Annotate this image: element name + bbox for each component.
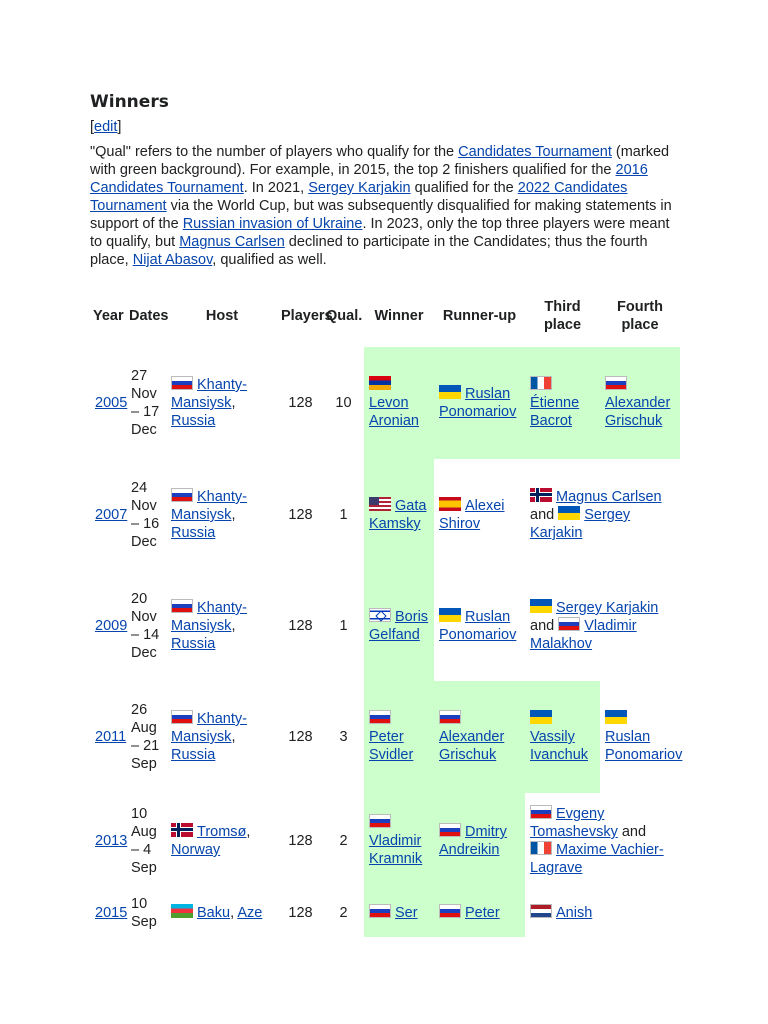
- dates-cell: 26 Aug – 21 Sep: [131, 702, 160, 772]
- qual-cell: 2: [339, 833, 348, 849]
- runner-up-cell: [434, 571, 525, 681]
- players-cell: 128: [288, 618, 313, 634]
- column-header: Third place: [543, 299, 582, 333]
- table-row: [90, 459, 680, 571]
- norway-flag-icon: [530, 488, 552, 502]
- year-link[interactable]: 2009: [95, 618, 128, 634]
- player-link[interactable]: Sergey Karjakin: [530, 507, 631, 541]
- players-cell: 128: [288, 833, 313, 849]
- player-link[interactable]: Alexander Grischuk: [439, 729, 505, 763]
- host-cell: [166, 571, 278, 681]
- russia-flag-icon: [369, 710, 391, 724]
- separator-text: ,: [231, 507, 236, 523]
- runner-up-cell: [434, 347, 525, 459]
- player-link[interactable]: Étienne Bacrot: [530, 395, 580, 429]
- intro-paragraph: [90, 143, 680, 269]
- player-link[interactable]: Vassily Ivanchuk: [530, 729, 589, 763]
- dates-cell: 24 Nov – 16 Dec: [131, 480, 160, 550]
- year-cell: [90, 889, 126, 937]
- host-cell: [166, 459, 278, 571]
- ukraine-flag-icon: [605, 710, 627, 724]
- host-cell: [166, 793, 278, 889]
- ukraine-flag-icon: [530, 710, 552, 724]
- players-cell: 128: [288, 729, 313, 745]
- host-city-link[interactable]: Khanty-Mansiysk: [171, 377, 247, 411]
- intro-link[interactable]: Sergey Karjakin: [308, 180, 411, 196]
- header-row: [90, 285, 680, 347]
- armenia-flag-icon: [369, 376, 391, 390]
- runner-up-cell: [434, 889, 525, 937]
- russia-flag-icon: [439, 823, 461, 837]
- player-link[interactable]: Ruslan Ponomariov: [605, 729, 683, 763]
- column-header: Fourth place: [617, 299, 663, 333]
- azerbaijan-flag-icon: [171, 904, 193, 918]
- player-link[interactable]: Vladimir Kramnik: [369, 833, 423, 867]
- player-link[interactable]: Peter Svidler: [369, 729, 414, 763]
- year-link[interactable]: 2007: [95, 507, 128, 523]
- host-country-link[interactable]: Norway: [171, 842, 221, 858]
- russia-flag-icon: [369, 814, 391, 828]
- france-flag-icon: [530, 376, 552, 390]
- players-cell: 128: [288, 395, 313, 411]
- ukraine-flag-icon: [439, 608, 461, 622]
- joiner-text: and: [530, 618, 559, 634]
- player-link[interactable]: Alexei Shirov: [439, 498, 505, 532]
- netherlands-flag-icon: [530, 904, 552, 918]
- edit-link[interactable]: edit: [94, 119, 118, 135]
- content: [90, 92, 683, 937]
- host-city-link[interactable]: Khanty-Mansiysk: [171, 600, 247, 634]
- third-place-cell: [525, 793, 680, 889]
- player-link[interactable]: Boris Gelfand: [369, 609, 429, 643]
- intro-text: declined to participate in the Candidates; thus the fourth place,: [90, 234, 648, 268]
- year-cell: [90, 571, 126, 681]
- intro-link[interactable]: Candidates Tournament: [458, 144, 612, 160]
- year-link[interactable]: 2011: [95, 729, 127, 745]
- runner-up-cell: [434, 793, 525, 889]
- intro-link[interactable]: 2016 Candidates Tournament: [90, 162, 648, 196]
- intro-text: qualified for the: [410, 180, 518, 196]
- russia-flag-icon: [605, 376, 627, 390]
- player-link[interactable]: Anish: [556, 905, 593, 921]
- player-link[interactable]: Ruslan Ponomariov: [439, 609, 517, 643]
- host-country-link[interactable]: Russia: [171, 747, 216, 763]
- russia-flag-icon: [530, 805, 552, 819]
- year-link[interactable]: 2015: [95, 905, 128, 921]
- intro-text: "Qual" refers to the number of players who qualify for the: [90, 144, 459, 160]
- column-header: Players: [281, 308, 333, 324]
- ukraine-flag-icon: [558, 506, 580, 520]
- host-country-link[interactable]: Russia: [171, 413, 216, 429]
- qual-cell: 2: [339, 905, 348, 921]
- edit-section: [edit]: [90, 119, 122, 135]
- ukraine-flag-icon: [439, 385, 461, 399]
- qual-cell: 1: [339, 618, 348, 634]
- year-cell: [90, 793, 126, 889]
- column-header: Runner-up: [442, 308, 517, 324]
- host-city-link[interactable]: Baku: [197, 905, 231, 921]
- russia-flag-icon: [171, 710, 193, 724]
- third-place-cell: [525, 347, 600, 459]
- dates-cell: 20 Nov – 14 Dec: [131, 591, 160, 661]
- intro-text: via the World Cup, but was subsequently disqualified for making statements in support of the: [90, 198, 672, 232]
- players-cell: 128: [288, 905, 313, 921]
- year-cell: [90, 347, 126, 459]
- intro-link[interactable]: Nijat Abasov: [132, 252, 213, 268]
- column-header: Dates: [129, 308, 169, 324]
- usa-flag-icon: [369, 497, 391, 511]
- winner-cell: [364, 793, 434, 889]
- intro-text: . In 2021,: [243, 180, 309, 196]
- qual-cell: 10: [335, 395, 352, 411]
- separator-text: ,: [231, 729, 236, 745]
- winner-cell: [364, 459, 434, 571]
- player-link[interactable]: Magnus Carlsen: [556, 489, 662, 505]
- spain-flag-icon: [439, 497, 461, 511]
- host-cell: [166, 889, 278, 937]
- column-header: Qual.: [326, 308, 363, 324]
- israel-flag-icon: [369, 608, 391, 622]
- host-city-link[interactable]: Khanty-Mansiysk: [171, 711, 247, 745]
- player-link[interactable]: Evgeny Tomashevsky: [530, 806, 618, 840]
- table-row: [90, 571, 680, 681]
- column-header: Winner: [374, 308, 424, 324]
- table-row: [90, 347, 680, 459]
- third-place-cell: [525, 889, 680, 937]
- runner-up-cell: [434, 459, 525, 571]
- intro-link[interactable]: Russian invasion of Ukraine: [182, 216, 363, 232]
- ukraine-flag-icon: [530, 599, 552, 613]
- player-link[interactable]: Vladimir Malakhov: [530, 618, 637, 652]
- joiner-text: and: [530, 507, 559, 523]
- intro-text: , qualified as well.: [212, 252, 327, 268]
- qual-cell: 1: [339, 507, 348, 523]
- intro-text: (marked with green background). For example, in 2015, the top 2 finishers qualified for the: [90, 144, 670, 178]
- dates-cell: 10 Aug – 4 Sep: [131, 806, 157, 876]
- dates-cell: 10 Sep: [131, 896, 157, 930]
- table-row: [90, 681, 680, 793]
- year-cell: [90, 681, 126, 793]
- section-heading: Winners: [90, 92, 169, 112]
- intro-text: . In 2023, only the top three players were meant to qualify, but: [90, 216, 670, 250]
- fourth-place-cell: [600, 347, 680, 459]
- russia-flag-icon: [439, 710, 461, 724]
- column-header: Year: [93, 308, 124, 324]
- russia-flag-icon: [558, 617, 580, 631]
- host-country-link[interactable]: Aze: [237, 905, 263, 921]
- player-link[interactable]: Dmitry Andreikin: [439, 824, 507, 858]
- qual-cell: 3: [339, 729, 348, 745]
- france-flag-icon: [530, 841, 552, 855]
- player-link[interactable]: Peter: [465, 905, 500, 921]
- player-link[interactable]: Ruslan Ponomariov: [439, 386, 517, 420]
- player-link[interactable]: Maxime Vachier-Lagrave: [530, 842, 664, 876]
- russia-flag-icon: [171, 488, 193, 502]
- russia-flag-icon: [171, 599, 193, 613]
- year-cell: [90, 459, 126, 571]
- third-place-cell: [525, 571, 680, 681]
- year-link[interactable]: 2005: [95, 395, 128, 411]
- winners-table: [90, 285, 683, 937]
- winner-cell: [364, 347, 434, 459]
- third-place-cell: [525, 681, 600, 793]
- player-link[interactable]: Sergey Karjakin: [556, 600, 659, 616]
- host-cell: [166, 681, 278, 793]
- host-city-link[interactable]: Tromsø: [197, 824, 247, 840]
- separator-text: ,: [230, 905, 238, 921]
- separator-text: ,: [246, 824, 251, 840]
- host-city-link[interactable]: Khanty-Mansiysk: [171, 489, 247, 523]
- separator-text: ,: [231, 618, 236, 634]
- joiner-text: and: [617, 824, 647, 840]
- column-header: Host: [205, 308, 239, 324]
- table-row: [90, 793, 680, 889]
- norway-flag-icon: [171, 823, 193, 837]
- table-row: [90, 889, 680, 937]
- intro-link[interactable]: 2022 Candidates Tournament: [90, 180, 628, 214]
- dates-cell: 27 Nov – 17 Dec: [131, 368, 160, 438]
- host-country-link[interactable]: Russia: [171, 525, 216, 541]
- fourth-place-cell: [600, 681, 683, 793]
- player-link[interactable]: Ser: [395, 905, 418, 921]
- intro-link[interactable]: Magnus Carlsen: [179, 234, 285, 250]
- russia-flag-icon: [369, 904, 391, 918]
- host-country-link[interactable]: Russia: [171, 636, 216, 652]
- players-cell: 128: [288, 507, 313, 523]
- player-link[interactable]: Alexander Grischuk: [605, 395, 671, 429]
- runner-up-cell: [434, 681, 525, 793]
- separator-text: ,: [231, 395, 236, 411]
- winner-cell: [364, 571, 434, 681]
- russia-flag-icon: [439, 904, 461, 918]
- player-link[interactable]: Gata Kamsky: [369, 498, 427, 532]
- russia-flag-icon: [171, 376, 193, 390]
- year-link[interactable]: 2013: [95, 833, 128, 849]
- winner-cell: [364, 889, 434, 937]
- host-cell: [166, 347, 278, 459]
- winner-cell: [364, 681, 434, 793]
- table-body: [90, 347, 683, 937]
- player-link[interactable]: Levon Aronian: [369, 395, 419, 429]
- third-place-cell: [525, 459, 680, 571]
